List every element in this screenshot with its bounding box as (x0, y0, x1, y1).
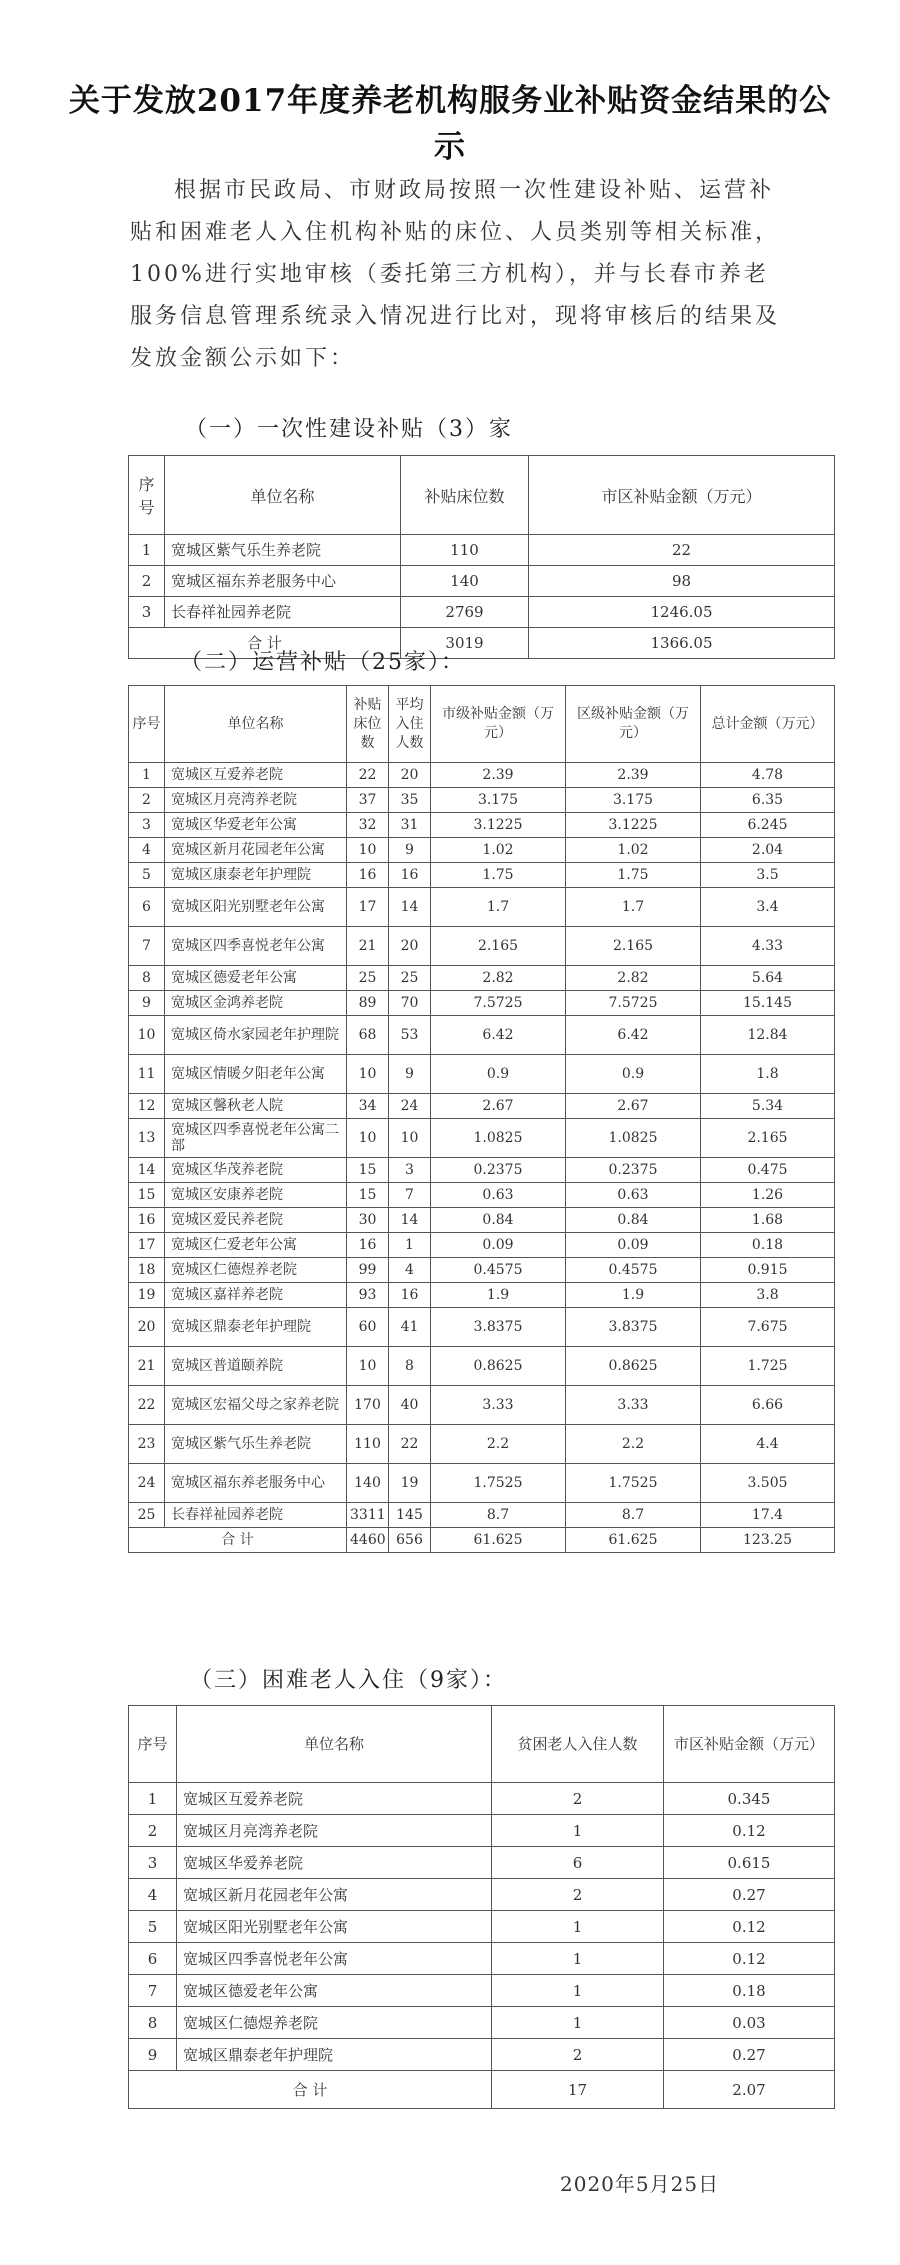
table-row (129, 597, 835, 628)
cell-index: 12 (129, 1094, 165, 1119)
cell-district-amount: 0.2375 (566, 1158, 701, 1183)
table-row (129, 1055, 835, 1094)
cell-residents: 7 (389, 1183, 431, 1208)
cell-district-amount: 2.165 (566, 927, 701, 966)
cell-city-amount: 3.1225 (431, 813, 566, 838)
cell-city-amount: 8.7 (431, 1503, 566, 1528)
total-row (129, 1528, 835, 1553)
cell-beds: 30 (347, 1208, 389, 1233)
cell-name: 宽城区福东养老服务中心 (165, 566, 401, 597)
cell-amount: 0.27 (664, 2039, 835, 2071)
cell-city-amount: 0.9 (431, 1055, 566, 1094)
cell-residents: 20 (389, 763, 431, 788)
col-header-name: 单位名称 (177, 1706, 492, 1783)
cell-beds: 15 (347, 1183, 389, 1208)
cell-city-amount: 0.2375 (431, 1158, 566, 1183)
col-header-beds: 补贴床位数 (347, 686, 389, 763)
cell-residents: 22 (389, 1425, 431, 1464)
cell-total-amount: 17.4 (701, 1503, 835, 1528)
cell-name: 宽城区倚水家园老年护理院 (165, 1016, 347, 1055)
cell-total-amount: 6.245 (701, 813, 835, 838)
col-header-total-amount: 总计金额（万元） (701, 686, 835, 763)
cell-total-amount: 6.35 (701, 788, 835, 813)
cell-total-amount: 5.34 (701, 1094, 835, 1119)
cell-beds: 21 (347, 927, 389, 966)
total-row (129, 2071, 835, 2109)
cell-district-amount: 3.33 (566, 1386, 701, 1425)
cell-district-amount: 2.2 (566, 1425, 701, 1464)
cell-city-amount: 3.8375 (431, 1308, 566, 1347)
table-row (129, 1815, 835, 1847)
cell-total-amount: 4.4 (701, 1425, 835, 1464)
cell-name: 宽城区德爱老年公寓 (165, 966, 347, 991)
cell-city-amount: 0.8625 (431, 1347, 566, 1386)
cell-district-amount: 2.39 (566, 763, 701, 788)
table-row (129, 1847, 835, 1879)
total-label: 合 计 (129, 2071, 492, 2109)
col-header-amount: 市区补贴金额（万元） (529, 456, 835, 535)
table-row (129, 1258, 835, 1283)
cell-residents: 16 (389, 1283, 431, 1308)
cell-total-amount: 0.475 (701, 1158, 835, 1183)
cell-beds: 68 (347, 1016, 389, 1055)
cell-name: 宽城区嘉祥养老院 (165, 1283, 347, 1308)
cell-index: 3 (129, 597, 165, 628)
cell-index: 20 (129, 1308, 165, 1347)
cell-total-amount: 4.78 (701, 763, 835, 788)
cell-index: 1 (129, 763, 165, 788)
cell-residents: 35 (389, 788, 431, 813)
cell-residents: 70 (389, 991, 431, 1016)
cell-total-amount: 12.84 (701, 1016, 835, 1055)
cell-residents: 2 (492, 2039, 664, 2071)
cell-name: 长春祥祉园养老院 (165, 597, 401, 628)
cell-name: 宽城区鼎泰老年护理院 (177, 2039, 492, 2071)
cell-index: 1 (129, 1783, 177, 1815)
cell-index: 1 (129, 535, 165, 566)
cell-index: 6 (129, 888, 165, 927)
cell-index: 22 (129, 1386, 165, 1425)
cell-name: 宽城区新月花园老年公寓 (177, 1879, 492, 1911)
cell-name: 宽城区新月花园老年公寓 (165, 838, 347, 863)
cell-district-amount: 6.42 (566, 1016, 701, 1055)
cell-city-amount: 0.4575 (431, 1258, 566, 1283)
cell-beds: 60 (347, 1308, 389, 1347)
cell-total-amount: 3.505 (701, 1464, 835, 1503)
col-header-city-amount: 市级补贴金额（万元） (431, 686, 566, 763)
cell-total-amount: 7.675 (701, 1308, 835, 1347)
cell-district-amount: 0.8625 (566, 1347, 701, 1386)
total-label: 合 计 (129, 628, 401, 659)
cell-total-amount: 0.915 (701, 1258, 835, 1283)
cell-name: 宽城区华爱养老院 (177, 1847, 492, 1879)
col-header-residents: 贫困老人入住人数 (492, 1706, 664, 1783)
cell-total-amount: 5.64 (701, 966, 835, 991)
cell-beds: 99 (347, 1258, 389, 1283)
cell-beds: 10 (347, 1119, 389, 1158)
total-label: 合 计 (129, 1528, 347, 1553)
cell-residents: 6 (492, 1847, 664, 1879)
cell-total-amount: 3.4 (701, 888, 835, 927)
total-value: 656 (389, 1528, 431, 1553)
cell-residents: 2 (492, 1879, 664, 1911)
cell-district-amount: 2.67 (566, 1094, 701, 1119)
cell-name: 宽城区四季喜悦老年公寓 (165, 927, 347, 966)
cell-name: 宽城区仁爱老年公寓 (165, 1233, 347, 1258)
cell-index: 19 (129, 1283, 165, 1308)
cell-index: 2 (129, 788, 165, 813)
table-row (129, 535, 835, 566)
table-row (129, 1425, 835, 1464)
col-header-beds: 补贴床位数 (401, 456, 529, 535)
cell-name: 宽城区安康养老院 (165, 1183, 347, 1208)
cell-city-amount: 2.67 (431, 1094, 566, 1119)
cell-residents: 1 (492, 2007, 664, 2039)
cell-index: 7 (129, 927, 165, 966)
cell-beds: 170 (347, 1386, 389, 1425)
operating-subsidy-table (128, 685, 835, 1553)
cell-residents: 1 (389, 1233, 431, 1258)
table-row (129, 1283, 835, 1308)
cell-total-amount: 0.18 (701, 1233, 835, 1258)
cell-index: 10 (129, 1016, 165, 1055)
cell-city-amount: 1.7 (431, 888, 566, 927)
cell-city-amount: 1.9 (431, 1283, 566, 1308)
cell-beds: 37 (347, 788, 389, 813)
cell-city-amount: 0.63 (431, 1183, 566, 1208)
cell-beds: 140 (401, 566, 529, 597)
cell-amount: 0.03 (664, 2007, 835, 2039)
table-row (129, 1464, 835, 1503)
table-row (129, 1183, 835, 1208)
cell-index: 9 (129, 991, 165, 1016)
cell-index: 4 (129, 838, 165, 863)
col-header-name: 单位名称 (165, 456, 401, 535)
cell-name: 宽城区华爱老年公寓 (165, 813, 347, 838)
cell-residents: 24 (389, 1094, 431, 1119)
cell-beds: 10 (347, 1347, 389, 1386)
cell-beds: 10 (347, 1055, 389, 1094)
cell-district-amount: 1.75 (566, 863, 701, 888)
cell-amount: 22 (529, 535, 835, 566)
cell-city-amount: 3.175 (431, 788, 566, 813)
table-row (129, 2039, 835, 2071)
cell-beds: 34 (347, 1094, 389, 1119)
table-row (129, 927, 835, 966)
table-row (129, 2007, 835, 2039)
cell-district-amount: 3.175 (566, 788, 701, 813)
cell-district-amount: 1.7525 (566, 1464, 701, 1503)
table-row (129, 888, 835, 927)
col-header-index: 序号 (129, 1706, 177, 1783)
table-row (129, 1308, 835, 1347)
cell-city-amount: 3.33 (431, 1386, 566, 1425)
cell-district-amount: 3.8375 (566, 1308, 701, 1347)
cell-beds: 22 (347, 763, 389, 788)
cell-index: 13 (129, 1119, 165, 1158)
cell-residents: 145 (389, 1503, 431, 1528)
cell-index: 14 (129, 1158, 165, 1183)
cell-district-amount: 0.09 (566, 1233, 701, 1258)
cell-city-amount: 6.42 (431, 1016, 566, 1055)
cell-name: 宽城区紫气乐生养老院 (165, 535, 401, 566)
cell-index: 7 (129, 1975, 177, 2007)
cell-total-amount: 1.26 (701, 1183, 835, 1208)
cell-beds: 140 (347, 1464, 389, 1503)
table-row (129, 566, 835, 597)
cell-index: 15 (129, 1183, 165, 1208)
total-value: 3019 (401, 628, 529, 659)
table-row (129, 1094, 835, 1119)
cell-amount: 0.615 (664, 1847, 835, 1879)
cell-beds: 10 (347, 838, 389, 863)
cell-index: 5 (129, 863, 165, 888)
cell-residents: 1 (492, 1975, 664, 2007)
cell-total-amount: 1.68 (701, 1208, 835, 1233)
cell-amount: 0.12 (664, 1943, 835, 1975)
cell-residents: 53 (389, 1016, 431, 1055)
cell-name: 宽城区金鸿养老院 (165, 991, 347, 1016)
col-header-district-amount: 区级补贴金额（万元） (566, 686, 701, 763)
cell-total-amount: 15.145 (701, 991, 835, 1016)
table-row (129, 863, 835, 888)
section3-heading: （三）困难老人入住（9家）： (190, 1668, 507, 1693)
cell-total-amount: 2.04 (701, 838, 835, 863)
cell-residents: 1 (492, 1815, 664, 1847)
cell-total-amount: 6.66 (701, 1386, 835, 1425)
table-row (129, 1783, 835, 1815)
cell-residents: 3 (389, 1158, 431, 1183)
cell-beds: 16 (347, 1233, 389, 1258)
cell-total-amount: 1.725 (701, 1347, 835, 1386)
table-row (129, 1233, 835, 1258)
cell-amount: 0.12 (664, 1911, 835, 1943)
table-row (129, 788, 835, 813)
cell-name: 宽城区仁德煜养老院 (165, 1258, 347, 1283)
cell-city-amount: 1.0825 (431, 1119, 566, 1158)
cell-residents: 25 (389, 966, 431, 991)
cell-index: 6 (129, 1943, 177, 1975)
cell-city-amount: 2.165 (431, 927, 566, 966)
needy-elderly-table (128, 1705, 835, 2109)
cell-name: 宽城区四季喜悦老年公寓 (177, 1943, 492, 1975)
cell-city-amount: 0.84 (431, 1208, 566, 1233)
cell-name: 宽城区康泰老年护理院 (165, 863, 347, 888)
cell-index: 8 (129, 966, 165, 991)
cell-city-amount: 0.09 (431, 1233, 566, 1258)
cell-name: 长春祥祉园养老院 (165, 1503, 347, 1528)
total-value: 123.25 (701, 1528, 835, 1553)
cell-city-amount: 2.82 (431, 966, 566, 991)
cell-name: 宽城区福东养老服务中心 (165, 1464, 347, 1503)
cell-amount: 98 (529, 566, 835, 597)
cell-name: 宽城区阳光别墅老年公寓 (177, 1911, 492, 1943)
cell-district-amount: 8.7 (566, 1503, 701, 1528)
cell-district-amount: 0.9 (566, 1055, 701, 1094)
cell-residents: 10 (389, 1119, 431, 1158)
cell-district-amount: 1.02 (566, 838, 701, 863)
table-row (129, 1911, 835, 1943)
table-row (129, 1975, 835, 2007)
construction-subsidy-table (128, 455, 835, 659)
cell-name: 宽城区阳光别墅老年公寓 (165, 888, 347, 927)
cell-name: 宽城区德爱老年公寓 (177, 1975, 492, 2007)
cell-district-amount: 0.84 (566, 1208, 701, 1233)
cell-name: 宽城区四季喜悦老年公寓二部 (165, 1119, 347, 1158)
table-row (129, 966, 835, 991)
cell-amount: 0.18 (664, 1975, 835, 2007)
cell-index: 2 (129, 566, 165, 597)
cell-beds: 15 (347, 1158, 389, 1183)
cell-residents: 41 (389, 1308, 431, 1347)
cell-name: 宽城区互爱养老院 (177, 1783, 492, 1815)
total-value: 2.07 (664, 2071, 835, 2109)
cell-district-amount: 1.9 (566, 1283, 701, 1308)
document-title: 关于发放2017年度养老机构服务业补贴资金结果的公示 (68, 83, 832, 165)
cell-residents: 31 (389, 813, 431, 838)
cell-index: 21 (129, 1347, 165, 1386)
cell-residents: 9 (389, 1055, 431, 1094)
cell-index: 4 (129, 1879, 177, 1911)
cell-residents: 16 (389, 863, 431, 888)
cell-index: 2 (129, 1815, 177, 1847)
cell-total-amount: 3.5 (701, 863, 835, 888)
cell-name: 宽城区爱民养老院 (165, 1208, 347, 1233)
total-value: 61.625 (431, 1528, 566, 1553)
cell-name: 宽城区月亮湾养老院 (165, 788, 347, 813)
cell-district-amount: 1.7 (566, 888, 701, 927)
cell-residents: 2 (492, 1783, 664, 1815)
cell-city-amount: 2.2 (431, 1425, 566, 1464)
cell-name: 宽城区月亮湾养老院 (177, 1815, 492, 1847)
cell-amount: 1246.05 (529, 597, 835, 628)
table-row (129, 1943, 835, 1975)
col-header-name: 单位名称 (165, 686, 347, 763)
cell-beds: 17 (347, 888, 389, 927)
cell-beds: 25 (347, 966, 389, 991)
cell-index: 3 (129, 1847, 177, 1879)
cell-beds: 110 (401, 535, 529, 566)
table-row (129, 991, 835, 1016)
cell-total-amount: 1.8 (701, 1055, 835, 1094)
cell-index: 18 (129, 1258, 165, 1283)
cell-district-amount: 1.0825 (566, 1119, 701, 1158)
cell-name: 宽城区情暖夕阳老年公寓 (165, 1055, 347, 1094)
cell-residents: 40 (389, 1386, 431, 1425)
col-header-index: 序号 (129, 456, 165, 535)
table-row (129, 1119, 835, 1158)
table-row (129, 813, 835, 838)
cell-district-amount: 0.4575 (566, 1258, 701, 1283)
cell-index: 17 (129, 1233, 165, 1258)
total-value: 4460 (347, 1528, 389, 1553)
col-header-residents: 平均入住人数 (389, 686, 431, 763)
cell-name: 宽城区宏福父母之家养老院 (165, 1386, 347, 1425)
cell-district-amount: 2.82 (566, 966, 701, 991)
table-row (129, 763, 835, 788)
col-header-amount: 市区补贴金额（万元） (664, 1706, 835, 1783)
table-row (129, 1503, 835, 1528)
cell-residents: 9 (389, 838, 431, 863)
cell-total-amount: 3.8 (701, 1283, 835, 1308)
table-row (129, 1208, 835, 1233)
cell-name: 宽城区鼎泰老年护理院 (165, 1308, 347, 1347)
cell-total-amount: 4.33 (701, 927, 835, 966)
cell-name: 宽城区互爱养老院 (165, 763, 347, 788)
cell-index: 8 (129, 2007, 177, 2039)
cell-index: 11 (129, 1055, 165, 1094)
cell-residents: 4 (389, 1258, 431, 1283)
cell-index: 5 (129, 1911, 177, 1943)
table-row (129, 1158, 835, 1183)
cell-index: 23 (129, 1425, 165, 1464)
table-row (129, 1386, 835, 1425)
cell-index: 24 (129, 1464, 165, 1503)
cell-city-amount: 1.7525 (431, 1464, 566, 1503)
cell-beds: 16 (347, 863, 389, 888)
cell-name: 宽城区馨秋老人院 (165, 1094, 347, 1119)
cell-amount: 0.12 (664, 1815, 835, 1847)
table-row (129, 1347, 835, 1386)
cell-district-amount: 0.63 (566, 1183, 701, 1208)
cell-name: 宽城区紫气乐生养老院 (165, 1425, 347, 1464)
cell-district-amount: 7.5725 (566, 991, 701, 1016)
cell-residents: 1 (492, 1911, 664, 1943)
intro-paragraph: 根据市民政局、市财政局按照一次性建设补贴、运营补贴和困难老人入住机构补贴的床位、人员类别等相关标准，100%进行实地审核（委托第三方机构），并与长春市养老服务信息管理系统录入情况进行比对，现将审核后的结果及发放金额公示如下： (130, 178, 781, 371)
cell-amount: 0.27 (664, 1879, 835, 1911)
cell-index: 16 (129, 1208, 165, 1233)
cell-beds: 32 (347, 813, 389, 838)
section2-heading: （二）运营补贴（25家）： (180, 650, 465, 675)
col-header-index: 序号 (129, 686, 165, 763)
table-row (129, 1879, 835, 1911)
cell-index: 9 (129, 2039, 177, 2071)
cell-residents: 19 (389, 1464, 431, 1503)
cell-city-amount: 7.5725 (431, 991, 566, 1016)
cell-index: 25 (129, 1503, 165, 1528)
cell-city-amount: 2.39 (431, 763, 566, 788)
cell-amount: 0.345 (664, 1783, 835, 1815)
table-row (129, 838, 835, 863)
cell-total-amount: 2.165 (701, 1119, 835, 1158)
cell-district-amount: 3.1225 (566, 813, 701, 838)
cell-city-amount: 1.75 (431, 863, 566, 888)
cell-residents: 14 (389, 888, 431, 927)
cell-name: 宽城区仁德煜养老院 (177, 2007, 492, 2039)
cell-beds: 2769 (401, 597, 529, 628)
cell-beds: 3311 (347, 1503, 389, 1528)
cell-name: 宽城区普道颐养院 (165, 1347, 347, 1386)
cell-residents: 1 (492, 1943, 664, 1975)
table-row (129, 1016, 835, 1055)
cell-beds: 89 (347, 991, 389, 1016)
cell-name: 宽城区华茂养老院 (165, 1158, 347, 1183)
total-value: 61.625 (566, 1528, 701, 1553)
cell-beds: 110 (347, 1425, 389, 1464)
cell-residents: 20 (389, 927, 431, 966)
total-value: 1366.05 (529, 628, 835, 659)
cell-residents: 14 (389, 1208, 431, 1233)
cell-index: 3 (129, 813, 165, 838)
section1-heading: （一）一次性建设补贴（3）家 (185, 417, 513, 442)
publish-date: 2020年5月25日 (560, 2172, 720, 2196)
cell-beds: 93 (347, 1283, 389, 1308)
total-value: 17 (492, 2071, 664, 2109)
cell-residents: 8 (389, 1347, 431, 1386)
cell-city-amount: 1.02 (431, 838, 566, 863)
